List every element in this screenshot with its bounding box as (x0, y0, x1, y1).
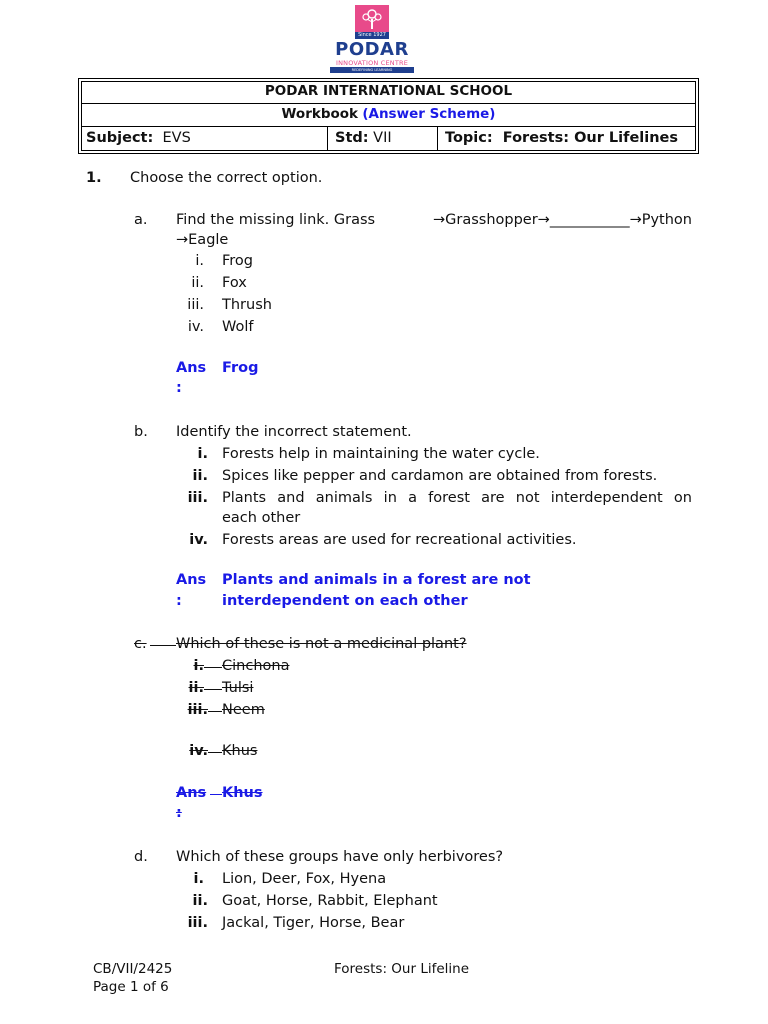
option-text: Forests areas are used for recreational activities. (222, 532, 577, 548)
subject-label: Subject: (86, 130, 154, 146)
option-text: Cinchona (222, 658, 290, 674)
option-text: Jackal, Tiger, Horse, Bear (222, 915, 405, 931)
arrow-icon: → (629, 212, 642, 228)
arrow-icon: → (537, 212, 550, 228)
option-number: ii. (192, 893, 208, 909)
option-number: iv. (189, 743, 208, 759)
topic-cell (445, 130, 678, 146)
answer-label: Ans (176, 572, 207, 588)
part-a-python: Python (641, 212, 692, 228)
option-number: iii. (187, 702, 208, 718)
arrow-icon: → (432, 212, 446, 228)
option-text-cont: each other (222, 510, 301, 526)
header-divider (81, 103, 696, 104)
part-a-letter: a. (134, 212, 148, 228)
footer-code: CB/VII/2425 (93, 961, 173, 977)
strike-line (208, 702, 222, 712)
answer-scheme-label: (Answer Scheme) (362, 106, 496, 122)
option-text: Spices like pepper and cardamon are obtained from forests. (222, 468, 658, 484)
part-a-question-cont: →Eagle (176, 232, 229, 248)
strike-line (204, 680, 222, 690)
part-b-question: Identify the incorrect statement. (176, 424, 412, 440)
answer-label: Ans (176, 785, 207, 801)
footer-page-number: Page 1 of 6 (93, 979, 169, 995)
option-text: Neem (222, 702, 265, 718)
option-text: Khus (222, 743, 258, 759)
header-cell-divider (437, 126, 438, 151)
workbook-label: Workbook (281, 106, 359, 122)
answer-label: Ans (176, 360, 207, 376)
option-text: Lion, Deer, Fox, Hyena (222, 871, 387, 887)
part-c-letter: c. (134, 636, 147, 652)
option-text: Tulsi (222, 680, 254, 696)
answer-colon: : (176, 380, 182, 396)
part-b-letter: b. (134, 424, 148, 440)
logo-wordmark: PODAR (335, 39, 409, 60)
option-number: ii. (192, 468, 208, 484)
subject-cell (86, 130, 191, 146)
option-text: Forests help in maintaining the water cycle. (222, 446, 540, 462)
answer-text: Plants and animals in a forest are not (222, 572, 531, 588)
option-number: i. (195, 253, 204, 269)
option-number: i. (197, 446, 208, 462)
question-number: 1. (86, 170, 102, 186)
tree-icon (360, 8, 384, 30)
part-a-chain (433, 212, 692, 228)
part-d-letter: d. (134, 849, 148, 865)
option-text: Wolf (222, 319, 254, 335)
strike-line (204, 658, 222, 668)
std-cell (335, 130, 392, 146)
option-number: iii. (187, 915, 208, 931)
logo-subtitle: INNOVATION CENTRE (335, 59, 409, 67)
part-a-grasshopper: Grasshopper (445, 212, 538, 228)
header-cell-divider (327, 126, 328, 151)
strike-line (150, 636, 176, 646)
part-a-blank: ___________ (549, 212, 630, 228)
answer-colon: : (176, 593, 182, 609)
part-a-question (176, 212, 692, 228)
option-number: i. (193, 871, 204, 887)
strike-line (210, 785, 222, 795)
topic-label: Topic: (445, 130, 493, 146)
answer-text: Frog (222, 360, 259, 376)
option-number: iv. (189, 532, 208, 548)
part-a-text: Find the missing link. Grass (176, 212, 376, 228)
answer-text: Khus (222, 785, 263, 801)
workbook-title (81, 106, 696, 122)
subject-value: EVS (162, 130, 191, 146)
logo-emblem (355, 5, 389, 39)
logo-tagline: REDEFINING LEARNING (330, 67, 414, 73)
option-number: ii. (188, 680, 204, 696)
header-divider (81, 126, 696, 127)
answer-colon: : (176, 805, 182, 821)
std-label: Std: (335, 130, 369, 146)
option-number: iii. (187, 490, 208, 506)
option-text: Frog (222, 253, 254, 269)
question-text: Choose the correct option. (130, 170, 323, 186)
footer-title: Forests: Our Lifeline (334, 961, 470, 977)
strike-line (208, 743, 222, 753)
option-text: Plants and animals in a forest are not interdependent on (222, 490, 692, 506)
topic-value: Forests: Our Lifelines (502, 130, 679, 146)
option-text: Goat, Horse, Rabbit, Elephant (222, 893, 438, 909)
std-value: VII (373, 130, 392, 146)
option-number: iv. (187, 319, 204, 335)
school-name: PODAR INTERNATIONAL SCHOOL (264, 83, 513, 99)
option-text: Fox (222, 275, 247, 291)
option-text: Thrush (222, 297, 272, 313)
part-c-question: Which of these is not a medicinal plant? (176, 636, 467, 652)
option-number: ii. (191, 275, 204, 291)
logo-since: Since 1927 (355, 32, 389, 39)
option-number: i. (193, 658, 204, 674)
option-number: iii. (187, 297, 204, 313)
part-d-question: Which of these groups have only herbivores? (176, 849, 504, 865)
answer-text-cont: interdependent on each other (222, 593, 468, 609)
